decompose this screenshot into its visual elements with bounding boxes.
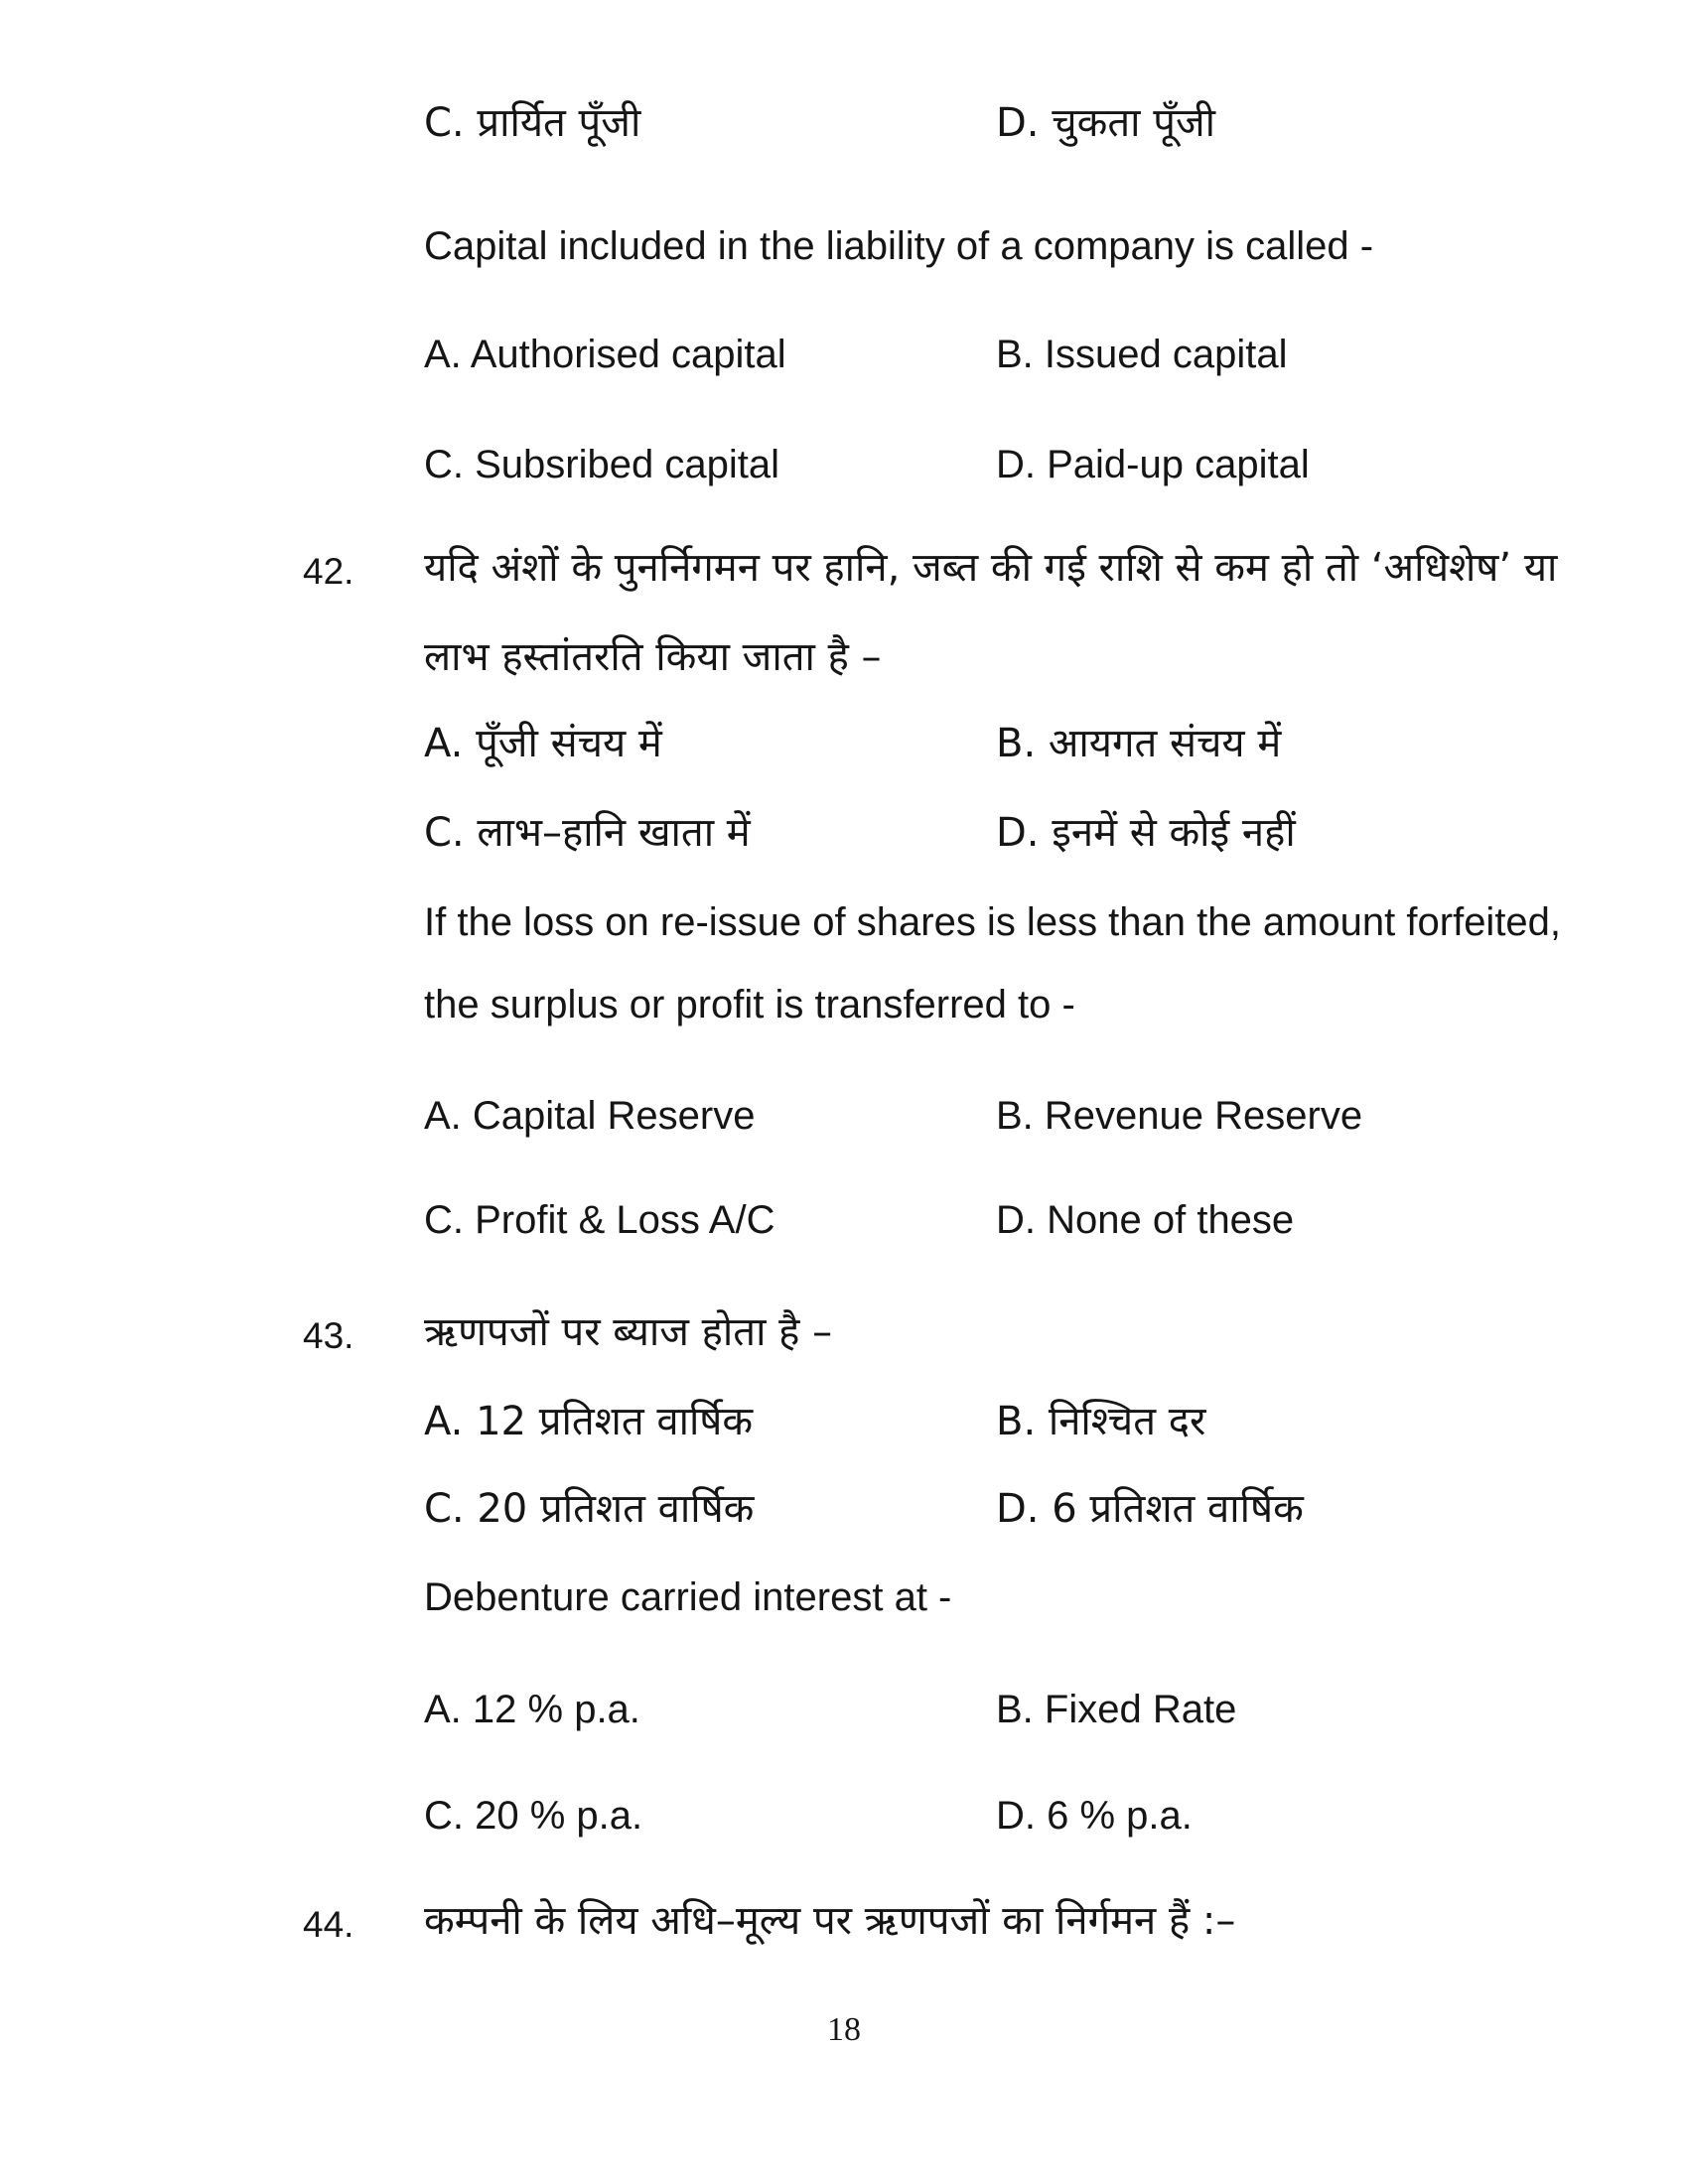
q43-option-a-english: A. 12 % p.a.: [424, 1688, 640, 1731]
q42-option-a-hindi: A. पूँजी संचय में: [424, 721, 662, 766]
q41-option-c-english: C. Subsribed capital: [424, 443, 779, 486]
q43-option-d-hindi: D. 6 प्रतिशत वार्षिक: [996, 1486, 1304, 1532]
q43-question-english: Debenture carried interest at -: [424, 1575, 952, 1619]
q42-option-b-english: B. Revenue Reserve: [996, 1094, 1363, 1138]
q43-question-hindi: ऋणपजों पर ब्याज होता है –: [424, 1309, 833, 1355]
q42-option-a-english: A. Capital Reserve: [424, 1094, 756, 1138]
q42-option-d-hindi: D. इनमें से कोई नहीं: [996, 810, 1296, 856]
q43-option-c-hindi: C. 20 प्रतिशत वार्षिक: [424, 1486, 755, 1532]
q42-option-b-hindi: B. आयगत संचय में: [996, 721, 1282, 766]
q42-question-english-line2: the surplus or profit is transferred to -: [424, 983, 1075, 1026]
q42-question-hindi-line1: यदि अंशों के पुनर्निगमन पर हानि, जब्त की गई राशि से कम हो तो ‘अधिशेष’ या: [424, 545, 1558, 591]
q43-option-a-hindi: A. 12 प्रतिशत वार्षिक: [424, 1399, 754, 1444]
q41-option-b-english: B. Issued capital: [996, 333, 1288, 376]
q43-option-b-english: B. Fixed Rate: [996, 1688, 1237, 1731]
q42-question-hindi-line2: लाभ हस्तांतरति किया जाता है –: [424, 634, 882, 680]
page-number: 18: [827, 2011, 861, 2048]
q41-option-d-hindi: D. चुकता पूँजी: [996, 100, 1215, 146]
q43-number: 43.: [303, 1315, 354, 1356]
q41-question-english: Capital included in the liability of a company is called -: [424, 224, 1374, 268]
q41-option-a-english: A. Authorised capital: [424, 333, 786, 376]
q42-question-english-line1: If the loss on re-issue of shares is less than the amount forfeited,: [424, 900, 1562, 944]
q43-option-b-hindi: B. निश्चित दर: [996, 1399, 1206, 1444]
q44-question-hindi: कम्पनी के लिय अधि–मूल्य पर ऋणपजों का निर्गमन हैं :–: [424, 1898, 1236, 1944]
q42-number: 42.: [303, 551, 354, 592]
q42-option-c-english: C. Profit & Loss A/C: [424, 1198, 775, 1242]
q43-option-d-english: D. 6 % p.a.: [996, 1794, 1193, 1838]
q44-number: 44.: [303, 1904, 354, 1945]
q41-option-c-hindi: C. प्रार्यित पूँजी: [424, 100, 641, 146]
q41-option-d-english: D. Paid-up capital: [996, 443, 1310, 486]
q43-option-c-english: C. 20 % p.a.: [424, 1794, 643, 1838]
q42-option-d-english: D. None of these: [996, 1198, 1295, 1242]
q42-option-c-hindi: C. लाभ–हानि खाता में: [424, 810, 751, 856]
